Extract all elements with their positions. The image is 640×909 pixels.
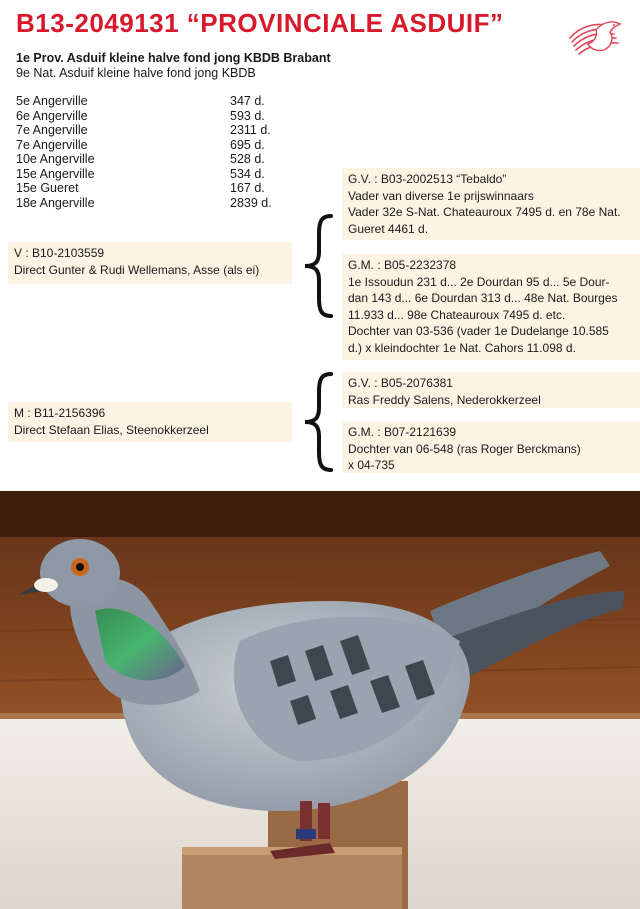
result-row: [16, 109, 272, 124]
pedigree-line: Dochter van 06-548 (ras Roger Berckmans): [348, 441, 581, 456]
pigeon-logo-icon: [566, 16, 624, 60]
result-race: 15e Gueret: [16, 181, 79, 195]
result-row: [16, 196, 272, 211]
result-count: 167 d.: [230, 181, 265, 195]
result-count: 528 d.: [230, 152, 265, 166]
brace-maternal-icon: [300, 370, 336, 474]
result-count: 2311 d.: [230, 123, 271, 137]
pedigree-line: Direct Stefaan Elias, Steenokkerzeel: [14, 422, 209, 437]
result-row: [16, 123, 272, 138]
pedigree-grandfather-paternal: [342, 168, 640, 240]
pedigree-line: Dochter van 03-536 (vader 1e Dudelange 10.585: [348, 324, 609, 338]
result-race: 7e Angerville: [16, 137, 88, 152]
pedigree-line: dan 143 d... 6e Dourdan 313 d... 48e Nat. Bourges: [348, 291, 618, 305]
subtitle-achievement-provincial: 1e Prov. Asduif kleine halve fond jong KBDB Brabant: [16, 51, 331, 65]
pedigree-line: Vader van diverse 1e prijswinnaars: [348, 188, 534, 203]
result-count: 695 d.: [230, 137, 265, 152]
result-row: [16, 152, 272, 167]
result-row: [16, 94, 272, 109]
pedigree-line: M : B11-2156396: [14, 406, 106, 420]
pedigree-line: Direct Gunter & Rudi Wellemans, Asse (als ei): [14, 262, 260, 277]
pedigree-line: V : B10-2103559: [14, 246, 105, 260]
result-count: 2839 d.: [230, 195, 272, 210]
results-list: [16, 94, 272, 210]
brace-paternal-icon: [300, 212, 336, 320]
result-count: 347 d.: [230, 94, 265, 108]
result-count: 593 d.: [230, 108, 265, 123]
pedigree-line: G.V. : B05-2076381: [348, 376, 453, 390]
pedigree-line: Vader 32e S-Nat. Chateauroux 7495 d. en 78e Nat.: [348, 205, 621, 219]
result-row: [16, 181, 272, 196]
result-row: [16, 138, 272, 153]
result-race: 7e Angerville: [16, 123, 88, 137]
pedigree-line: G.V. : B03-2002513 “Tebaldo”: [348, 172, 507, 186]
pedigree-line: d.) x kleindochter 1e Nat. Cahors 11.098 d.: [348, 340, 576, 355]
pedigree-grandmother-maternal: [342, 421, 640, 473]
pedigree-line: x 04-735: [348, 458, 395, 472]
pigeon-photo: [0, 491, 640, 909]
pedigree-line: G.M. : B05-2232378: [348, 258, 457, 272]
pedigree-line: G.M. : B07-2121639: [348, 425, 457, 439]
result-race: 18e Angerville: [16, 195, 95, 210]
pedigree-mother: [8, 402, 292, 442]
pedigree-grandfather-maternal: [342, 372, 640, 408]
result-count: 534 d.: [230, 166, 265, 181]
result-row: [16, 167, 272, 182]
pedigree-line: 1e Issoudun 231 d... 2e Dourdan 95 d... 5e Dour-: [348, 274, 610, 289]
pedigree-line: 11.933 d... 98e Chateauroux 7495 d. etc.: [348, 307, 566, 322]
result-race: 15e Angerville: [16, 166, 95, 181]
pedigree-father: [8, 242, 292, 284]
pedigree-grandmother-paternal: [342, 254, 640, 360]
pedigree-line: Ras Freddy Salens, Nederokkerzeel: [348, 392, 541, 407]
result-race: 6e Angerville: [16, 108, 88, 123]
subtitle-achievement-national: 9e Nat. Asduif kleine halve fond jong KBDB: [16, 66, 256, 80]
result-race: 5e Angerville: [16, 94, 88, 108]
result-race: 10e Angerville: [16, 152, 95, 166]
page-title: B13-2049131 “PROVINCIALE ASDUIF”: [16, 8, 504, 38]
pedigree-line: Gueret 4461 d.: [348, 221, 429, 236]
